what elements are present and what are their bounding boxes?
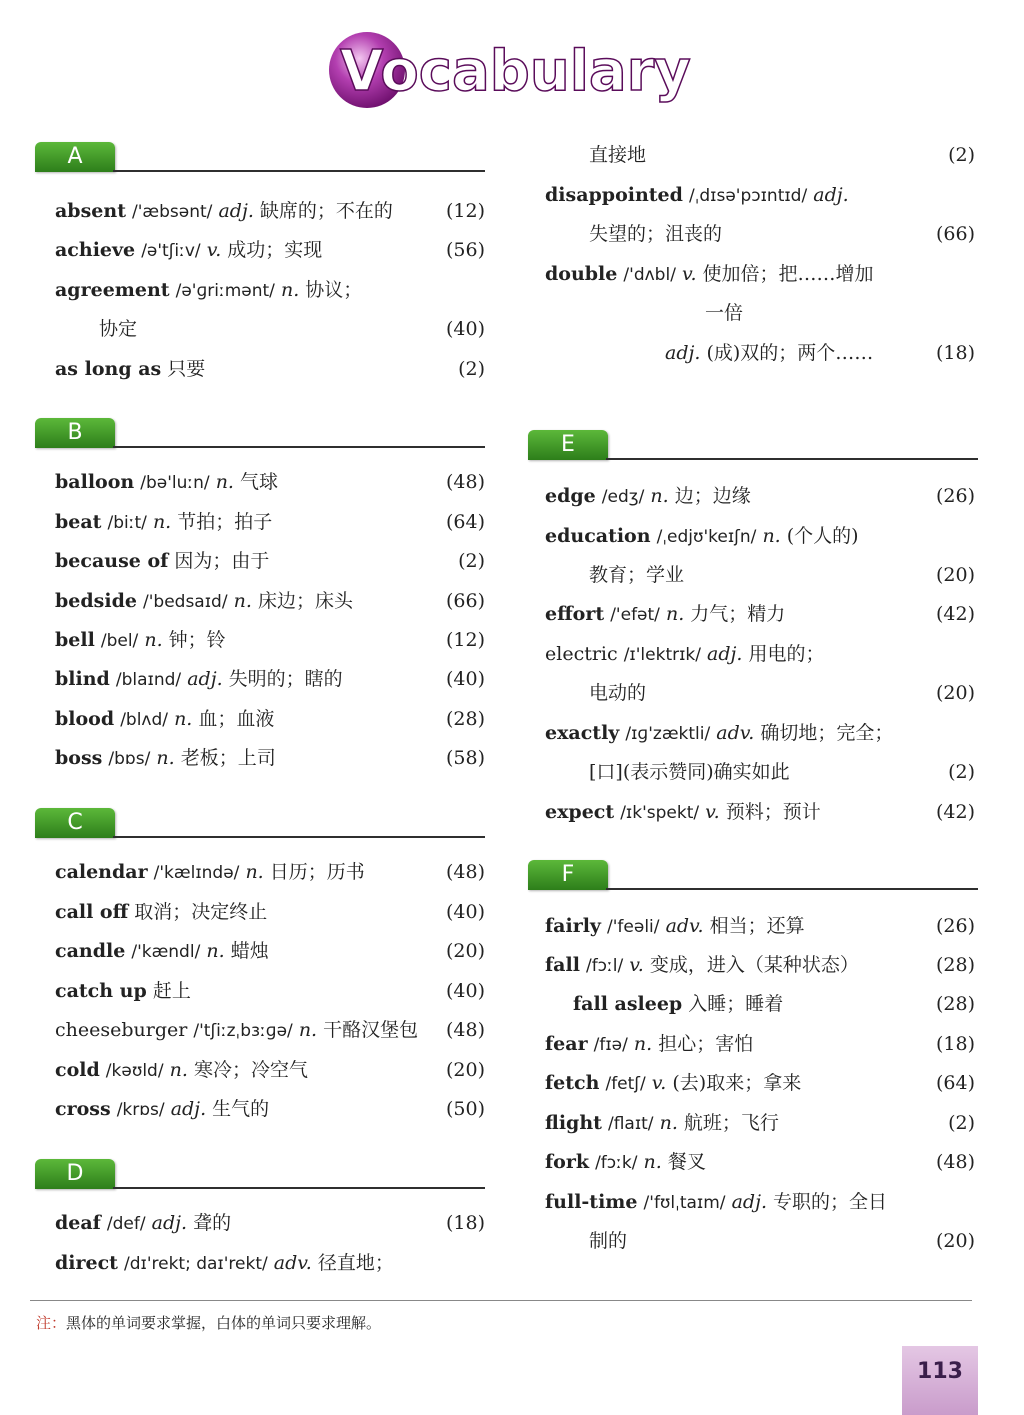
section-tab-a: A bbox=[35, 142, 115, 172]
entry-call-off: call off 取消；决定终止 (40) bbox=[55, 901, 485, 923]
entry-fall-asleep: fall asleep 入睡；睡着 (28) bbox=[573, 993, 975, 1015]
entry-double-adj: adj. (成)双的；两个…… (18) bbox=[665, 342, 975, 364]
section-header-e bbox=[528, 430, 978, 466]
entry-fetch: fetch /fetʃ/ v. (去)取来；拿来 (64) bbox=[545, 1072, 975, 1094]
entry-double: double /'dʌbl/ v. 使加倍；把……增加 bbox=[545, 263, 874, 285]
section-tab-c: C bbox=[35, 808, 115, 838]
footnote bbox=[36, 1312, 381, 1333]
entry-as-long-as: as long as 只要 (2) bbox=[55, 358, 485, 380]
entry-bell: bell /bel/ n. 钟；铃 (12) bbox=[55, 629, 485, 651]
vocabulary-logo bbox=[0, 26, 1024, 116]
entry-boss: boss /bɒs/ n. 老板；上司 (58) bbox=[55, 747, 485, 769]
entry-electric-cont: 电动的 (20) bbox=[589, 682, 975, 704]
footnote-text: 黑体的单词要求掌握，白体的单词只要求理解。 bbox=[66, 1314, 382, 1332]
svg-text:Vocabulary: Vocabulary bbox=[340, 39, 691, 104]
section-header-a bbox=[35, 142, 485, 178]
entry-absent: absent /'æbsənt/ adj. 缺席的；不在的 (12) bbox=[55, 200, 485, 222]
entry-achieve: achieve /ə'tʃiːv/ v. 成功；实现 (56) bbox=[55, 239, 485, 261]
entry-deaf: deaf /def/ adj. 聋的 (18) bbox=[55, 1212, 485, 1234]
entry-expect: expect /ɪk'spekt/ v. 预料；预计 (42) bbox=[545, 801, 975, 823]
entry-agreement: agreement /ə'ɡriːmənt/ n. 协议； bbox=[55, 279, 363, 301]
section-tab-e: E bbox=[528, 430, 608, 460]
section-tab-f: F bbox=[528, 860, 608, 890]
entry-fear: fear /fɪə/ n. 担心；害怕 (18) bbox=[545, 1033, 975, 1055]
section-header-d bbox=[35, 1159, 485, 1195]
entry-double-cont: 一倍 bbox=[705, 302, 744, 324]
entry-education-cont: 教育；学业 (20) bbox=[589, 564, 975, 586]
entry-because-of: because of 因为；由于 (2) bbox=[55, 550, 485, 572]
section-header-b bbox=[35, 418, 485, 454]
entry-direct: direct /dɪ'rekt; daɪ'rekt/ adv. 径直地； bbox=[55, 1252, 394, 1274]
entry-full-time-cont: 制的 (20) bbox=[589, 1230, 975, 1252]
entry-fork: fork /fɔːk/ n. 餐叉 (48) bbox=[545, 1151, 975, 1173]
entry-electric: electric /ɪ'lektrɪk/ adj. 用电的； bbox=[545, 643, 825, 665]
section-tab-b: B bbox=[35, 418, 115, 448]
entry-direct-cont: 直接地 (2) bbox=[589, 144, 975, 166]
entry-cheeseburger: cheeseburger /'tʃiːzˌbɜːɡə/ n. 干酪汉堡包 (48) bbox=[55, 1019, 485, 1041]
entry-disappointed: disappointed /ˌdɪsə'pɔɪntɪd/ adj. bbox=[545, 184, 849, 206]
entry-exactly-cont: [口](表示赞同)确实如此 (2) bbox=[589, 761, 975, 783]
entry-disappointed-cont: 失望的；沮丧的 (66) bbox=[589, 223, 975, 245]
entry-education: education /ˌedjʊ'keɪʃn/ n. (个人的) bbox=[545, 525, 859, 547]
page-number: 113 bbox=[902, 1346, 978, 1415]
entry-agreement-cont: 协定 (40) bbox=[99, 318, 485, 340]
entry-balloon: balloon /bə'luːn/ n. 气球 (48) bbox=[55, 471, 485, 493]
entry-full-time: full-time /'fʊlˌtaɪm/ adj. 专职的；全日 bbox=[545, 1191, 888, 1213]
footnote-label: 注： bbox=[36, 1314, 67, 1332]
section-header-f bbox=[528, 860, 978, 896]
entry-exactly: exactly /ɪɡ'zæktli/ adv. 确切地；完全； bbox=[545, 722, 894, 744]
entry-catch-up: catch up 赶上 (40) bbox=[55, 980, 485, 1002]
entry-edge: edge /edʒ/ n. 边；边缘 (26) bbox=[545, 485, 975, 507]
section-header-c bbox=[35, 808, 485, 844]
entry-flight: flight /flaɪt/ n. 航班；飞行 (2) bbox=[545, 1112, 975, 1134]
entry-calendar: calendar /'kælɪndə/ n. 日历；历书 (48) bbox=[55, 861, 485, 883]
footer-divider bbox=[30, 1300, 972, 1301]
title-banner bbox=[0, 26, 1024, 116]
entry-bedside: bedside /'bedsaɪd/ n. 床边；床头 (66) bbox=[55, 590, 485, 612]
entry-fall: fall /fɔːl/ v. 变成，进入（某种状态） (28) bbox=[545, 954, 975, 976]
entry-fairly: fairly /'feəli/ adv. 相当；还算 (26) bbox=[545, 915, 975, 937]
entry-blind: blind /blaɪnd/ adj. 失明的；瞎的 (40) bbox=[55, 668, 485, 690]
entry-blood: blood /blʌd/ n. 血；血液 (28) bbox=[55, 708, 485, 730]
section-tab-d: D bbox=[35, 1159, 115, 1189]
entry-cross: cross /krɒs/ adj. 生气的 (50) bbox=[55, 1098, 485, 1120]
entry-cold: cold /kəʊld/ n. 寒冷；冷空气 (20) bbox=[55, 1059, 485, 1081]
entry-candle: candle /'kændl/ n. 蜡烛 (20) bbox=[55, 940, 485, 962]
entry-beat: beat /biːt/ n. 节拍；拍子 (64) bbox=[55, 511, 485, 533]
entry-effort: effort /'efət/ n. 力气；精力 (42) bbox=[545, 603, 975, 625]
